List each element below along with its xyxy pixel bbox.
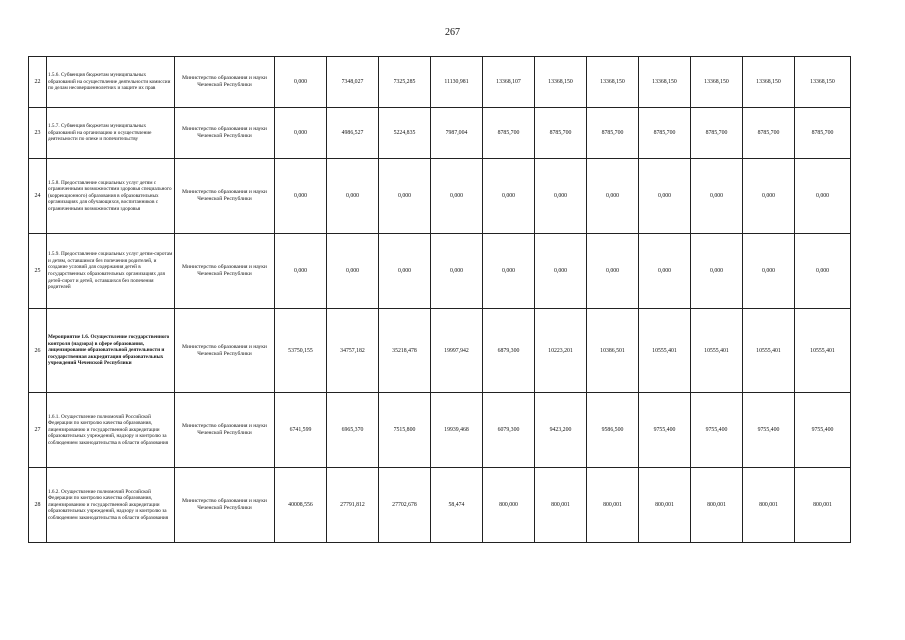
row-value: 13368,150 xyxy=(535,57,587,108)
row-value: 7325,285 xyxy=(379,57,431,108)
row-description: 1.5.8. Предоставление социальных услуг детям с ограниченными возможностями здоровья специального (коррекционного) образования в образовательных организациях для обучающихся, воспитанников с ограниченными возможностями здоровья xyxy=(47,159,175,234)
row-value: 13368,150 xyxy=(795,57,851,108)
row-value: 58,474 xyxy=(431,468,483,543)
row-description: 1.5.7. Субвенция бюджетам муниципальных образований на организацию и осуществление деятельности по опеке и попечительству xyxy=(47,108,175,159)
row-value: 0,000 xyxy=(795,159,851,234)
row-value: 0,000 xyxy=(483,234,535,309)
row-value: 7515,800 xyxy=(379,393,431,468)
row-value: 0,000 xyxy=(275,234,327,309)
row-value: 0,000 xyxy=(587,234,639,309)
row-value: 0,000 xyxy=(431,159,483,234)
row-value: 9755,400 xyxy=(691,393,743,468)
page-number: 267 xyxy=(445,27,460,38)
row-value: 0,000 xyxy=(483,159,535,234)
row-value: 8785,700 xyxy=(639,108,691,159)
row-value: 13368,107 xyxy=(483,57,535,108)
row-value: 27791,812 xyxy=(327,468,379,543)
row-value: 0,000 xyxy=(535,234,587,309)
row-executor: Министерство образования и науки Чеченской Республики xyxy=(175,468,275,543)
row-value: 10223,201 xyxy=(535,309,587,393)
row-value: 10555,401 xyxy=(795,309,851,393)
row-executor: Министерство образования и науки Чеченской Республики xyxy=(175,57,275,108)
row-value: 0,000 xyxy=(743,234,795,309)
table-row xyxy=(29,159,851,234)
row-description: 1.5.9. Предоставление социальных услуг детям-сиротам и детям, оставшимся без попечения родителей, и создание условий для содержания детей в государственных образовательных организациях для детей-сирот и детей, оставшихся без попечения родителей xyxy=(47,234,175,309)
row-value: 11130,981 xyxy=(431,57,483,108)
row-description: 1.6.2. Осуществление полномочий Российской Федерации по контролю качества образования, лицензированию и государственной аккредитации образовательных учреждений, надзору и контролю за соблюдением законодательства в области образования xyxy=(47,468,175,543)
row-value: 35218,478 xyxy=(379,309,431,393)
row-number: 24 xyxy=(29,159,47,234)
row-value: 800,001 xyxy=(639,468,691,543)
row-value: 9755,400 xyxy=(639,393,691,468)
table-row xyxy=(29,309,851,393)
row-value: 0,000 xyxy=(275,57,327,108)
table-row xyxy=(29,393,851,468)
budget-table xyxy=(28,56,851,543)
row-description: 1.6.1. Осуществление полномочий Российской Федерации по контролю качества образования, лицензированию и государственной аккредитации образовательных учреждений, надзору и контролю за соблюдением законодательства в области образования xyxy=(47,393,175,468)
row-value: 800,001 xyxy=(691,468,743,543)
row-value: 0,000 xyxy=(535,159,587,234)
row-value: 800,001 xyxy=(587,468,639,543)
row-value: 9755,400 xyxy=(795,393,851,468)
row-value: 0,000 xyxy=(327,159,379,234)
row-value: 34757,182 xyxy=(327,309,379,393)
row-value: 5224,835 xyxy=(379,108,431,159)
row-value: 10555,401 xyxy=(691,309,743,393)
row-value: 7348,027 xyxy=(327,57,379,108)
row-value: 10386,501 xyxy=(587,309,639,393)
row-value: 8785,700 xyxy=(795,108,851,159)
table-row xyxy=(29,468,851,543)
row-value: 0,000 xyxy=(431,234,483,309)
row-value: 8785,700 xyxy=(483,108,535,159)
row-value: 800,001 xyxy=(743,468,795,543)
row-value: 0,000 xyxy=(379,234,431,309)
row-value: 0,000 xyxy=(275,108,327,159)
row-number: 28 xyxy=(29,468,47,543)
row-executor: Министерство образования и науки Чеченской Республики xyxy=(175,309,275,393)
row-value: 0,000 xyxy=(691,159,743,234)
row-value: 0,000 xyxy=(275,159,327,234)
row-value: 13368,150 xyxy=(639,57,691,108)
row-description: 1.5.6. Субвенция бюджетам муниципальных образований на осуществление деятельности комиссии по делам несовершеннолетних и защите их прав xyxy=(47,57,175,108)
row-value: 4986,527 xyxy=(327,108,379,159)
row-value: 7987,004 xyxy=(431,108,483,159)
row-number: 22 xyxy=(29,57,47,108)
row-executor: Министерство образования и науки Чеченской Республики xyxy=(175,108,275,159)
row-value: 800,000 xyxy=(483,468,535,543)
row-value: 19939,468 xyxy=(431,393,483,468)
row-executor: Министерство образования и науки Чеченской Республики xyxy=(175,159,275,234)
row-value: 8785,700 xyxy=(587,108,639,159)
table-row xyxy=(29,234,851,309)
row-value: 0,000 xyxy=(327,234,379,309)
row-value: 53750,155 xyxy=(275,309,327,393)
row-executor: Министерство образования и науки Чеченской Республики xyxy=(175,393,275,468)
row-value: 10555,401 xyxy=(639,309,691,393)
row-value: 0,000 xyxy=(743,159,795,234)
row-description: Мероприятие 1.6. Осуществление государственного контроля (надзора) в сфере образования, лицензирование образовательной деятельности и государственная аккредитация образовательных учреждений Чеченской Республики xyxy=(47,309,175,393)
row-value: 9755,400 xyxy=(743,393,795,468)
row-value: 6079,300 xyxy=(483,393,535,468)
row-value: 0,000 xyxy=(691,234,743,309)
row-number: 25 xyxy=(29,234,47,309)
table-row xyxy=(29,57,851,108)
row-value: 6965,370 xyxy=(327,393,379,468)
row-value: 800,001 xyxy=(535,468,587,543)
row-value: 13368,150 xyxy=(743,57,795,108)
row-value: 0,000 xyxy=(379,159,431,234)
row-value: 8785,700 xyxy=(743,108,795,159)
row-value: 6741,599 xyxy=(275,393,327,468)
row-value: 13368,150 xyxy=(691,57,743,108)
row-value: 13368,150 xyxy=(587,57,639,108)
row-value: 40008,556 xyxy=(275,468,327,543)
row-executor: Министерство образования и науки Чеченской Республики xyxy=(175,234,275,309)
row-value: 9423,200 xyxy=(535,393,587,468)
row-value: 8785,700 xyxy=(691,108,743,159)
row-value: 19997,942 xyxy=(431,309,483,393)
row-value: 0,000 xyxy=(587,159,639,234)
row-number: 27 xyxy=(29,393,47,468)
row-value: 0,000 xyxy=(639,159,691,234)
row-value: 0,000 xyxy=(639,234,691,309)
row-value: 10555,401 xyxy=(743,309,795,393)
row-value: 800,001 xyxy=(795,468,851,543)
row-value: 27702,678 xyxy=(379,468,431,543)
row-number: 26 xyxy=(29,309,47,393)
row-value: 6879,300 xyxy=(483,309,535,393)
row-value: 9586,500 xyxy=(587,393,639,468)
row-value: 0,000 xyxy=(795,234,851,309)
row-number: 23 xyxy=(29,108,47,159)
table-row xyxy=(29,108,851,159)
row-value: 8785,700 xyxy=(535,108,587,159)
